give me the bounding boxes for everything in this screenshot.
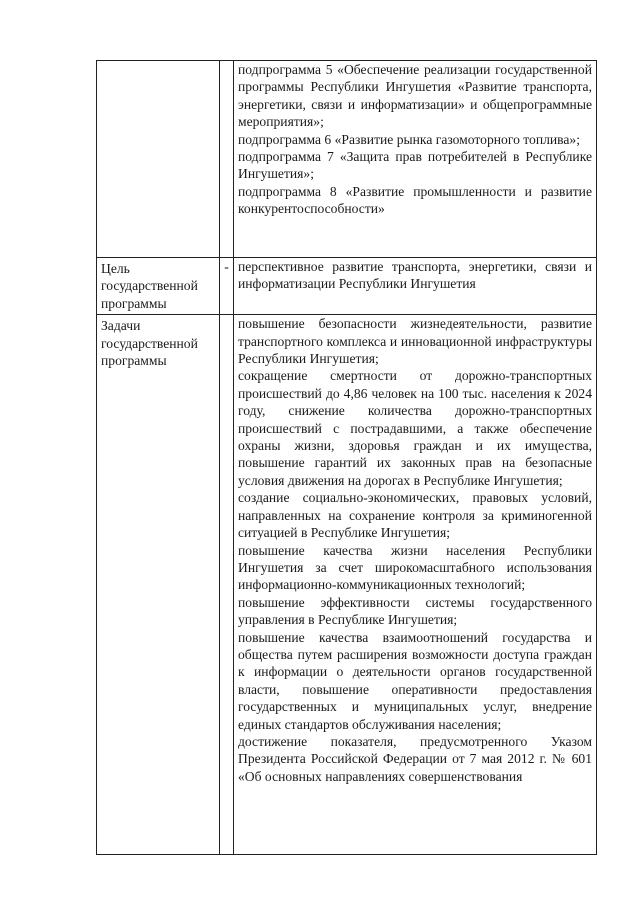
paragraph: подпрограмма 7 «Защита прав потребителей в Республике Ингушетия»; — [238, 149, 592, 182]
table-row-tasks — [97, 315, 597, 855]
paragraph: подпрограмма 8 «Развитие промышленности и развитие конкурентоспособности» — [238, 183, 592, 217]
row-content — [234, 258, 597, 315]
paragraph: подпрограмма 5 «Обеспечение реализации государственной программы Республики Ингушетия «Развитие транспорта, энергетики, связи и информатизации» и общепрограммные мероприятия»; — [238, 62, 592, 130]
row-dash — [220, 315, 234, 855]
paragraph: подпрограмма 6 «Развитие рынка газомоторного топлива»; — [238, 131, 581, 147]
row-dash: - — [220, 258, 234, 315]
paragraph: повышение качества взаимоотношений государства и общества путем расширения возможности доступа граждан к информации о деятельности органов государственной власти, повышение оперативности предоставления государственных и муниципальных услуг, внедрение единых стандартов обслуживания населения; — [238, 629, 592, 732]
paragraph: достижение показателя, предусмотренного Указом Президента Российской Федерации от 7 мая 2012 г. № 601 «Об основных направлениях совершенствования — [238, 733, 592, 784]
row-label: Задачи государственной программы — [97, 315, 220, 855]
paragraph: повышение безопасности жизнедеятельности, развитие транспортного комплекса и инновационной инфраструктуры Республики Ингушетия; — [238, 316, 592, 367]
paragraph: повышение качества жизни населения Республики Ингушетия за счет широкомасштабного использования информационно-коммуникационных технологий; — [238, 542, 592, 593]
program-passport-table — [96, 60, 597, 855]
paragraph: создание социально-экономических, правовых условий, направленных на сохранение контроля за криминогенной ситуацией в Республике Ингушетия; — [238, 490, 592, 541]
row-label — [97, 61, 220, 258]
paragraph: перспективное развитие транспорта, энергетики, связи и информатизации Республики Ингушетия — [238, 259, 592, 292]
paragraph: повышение эффективности системы государственного управления в Республике Ингушетия; — [238, 594, 592, 628]
row-dash — [220, 61, 234, 258]
row-label: Цель государственной программы — [97, 258, 220, 315]
row-content — [234, 61, 597, 258]
table-row-subprograms — [97, 61, 597, 258]
row-content — [234, 315, 597, 855]
paragraph: сокращение смертности от дорожно-транспортных происшествий до 4,86 человек на 100 тыс. населения к 2024 году, снижение количества дорожно-транспортных происшествий с пострадавшими, а также обеспечение охраны жизни, здоровья граждан и их имущества, повышение гарантий их законных прав на безопасные условия движения на дорогах в Республике Ингушетия; — [238, 368, 592, 488]
table-row-goal — [97, 258, 597, 315]
